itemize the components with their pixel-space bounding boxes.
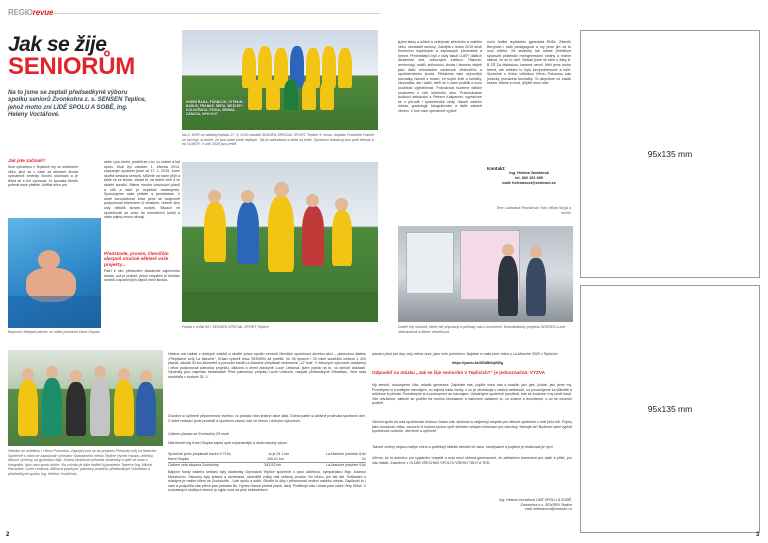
bottom-right-body-5: Věřme, že to dobrého pro vyjasnění respekt a úctu mezi oběma generacemi, že základním kamenem pro další a přiští, pro vás mladé. Začněme v OLDÍM VŠECHNO SPOLTU VŠEHO TADY A TEĎ. [372,456,572,465]
signature-line-1: Ing. Helena Voctářová LIDÉ SPOLU A SOBĚ, [499,498,572,502]
right-body-2: ruční ředitel teplického gymnázia RNDr. Zdeněk Bergman i stálí pedagogové a my jsme jim za to moc vděční. Se studenty tak máme příležitost spoluvzít přátelské mezigenerační vztahy a máme radost, že se to daří. Setkali jsme se také s žáky 8. B ZŠ Za Mateskou, kamera nemít. Měli jsme touhu tréma, ale setkání to bylo bezproblémové a milé. Společně s třídou učitelkou Věrou Pokornou nás juniorky provázela kuchařky. To abychom už začali šestra. Máme k chuti, přijďte mezi nás! [487,40,571,86]
walking-football-photo [182,162,378,322]
results-note: Náš fávorit Ing Karel Stupka zaplul opět nejúžasnější a obdivuhodný výkon. [168,441,288,445]
result-3-label: Celkem celá skupina Zvonkohry [168,463,219,467]
byline: Text: Ladislava Řezníková / foto: Milan Stryja a archiv [496,206,571,215]
group-photo [8,350,163,446]
headline-line2: SENIORŮM [8,53,135,80]
contact-name: Ing. Helena Voctářová [509,171,549,175]
football-photo-name-strip: HORNÍ ŘADA: FÜRBACH, STEHLÍK, BAŠUS, FRANKE, ŠERÁ, WEJKER / DOLNÍ ŘADA: PÍCHA, SEMMÁ, ZÁBUSA, MYKOVIČ [186,100,244,116]
contact-block [487,166,571,186]
ad-size-label-bottom: 95x135 mm [647,404,693,414]
bottom-body-2: Báječní hosty našeho setkání byly studentky Gymnázia Teplice společně s paní učitelkou, sympaťákou Mgr. Jolanou Mrázkovou. Všechny byly krásné a usměvavé, okamžitě vnikly náš velkový prostor. No tohoo, jen tak dál. Setkávání s mladými je našim cílem ve Zvonkohře - Lidé spolu a sobě. Skvělé to díky i přítomnosti vedení našeho města. Zapůsobí to i nám a podpořila nás přece pan primátor Bc. Hynek Hanza (dobrá plave, fakt). Poděkuje nás i účast paní radní Věry Kříha. V současných složitých zkeích je vyjdu vína na plné sebevědomí [168,470,366,493]
bottom-intro-2: Dovolím si upřímně připomenout všehno, co plánálo nám krásné akce dala. Dobrá partie si aktivně prožívala sportovní den. V době relaxací jsme provedli a sportovní závod, kde se ženou i dobrých výkonech: [168,414,366,423]
result-3-value: 343,53 km [264,463,281,467]
left-body-1: Klub vytvářeno v Teplicích my ve sraženém věku, jimž se v čase za středem života významně směnily životní okolnosti a je třeba se s tím vyrovnat. Je spousta člověk potmat nové přátele. Udělat něco pro [8,165,78,188]
result-1-extra: La-Manche pokořen 6,8x [326,452,366,456]
contact-label: Kontakt: [487,166,506,171]
swimmer-photo [8,218,101,328]
headline [8,34,148,79]
results-table [168,452,366,468]
middle-body-2: Patří k nim především Akademie zájmového studia, což je projekt, jehož smyslem je hledání vztahů a společných zájmů mezi školou, [104,269,180,283]
bottom-right-body-4: Takové změny nejsou malým cílem a potřebují několik desítek let času, nezbýváme a pojďme je realizovat již nyní. [372,445,554,449]
page-number-left: 2 [6,532,10,538]
question-1: Jak jste začínali? [8,158,46,163]
middle-body: sebe i pro druhé, podělit se o to, co máme a být spolu. Klub byl založen 1. března 2014, zapsaným spolkem jsme od 17. 1. 2015. Jsme skvělá sestava seniorů. Můžete za námi přijít a táhle se ze života, zůstat fit, na dobré vlně a ve skvělé kondici. Máme mnoho vzrušných plánů a cílů a také je úspěšně realizujeme. Sponzujeme naše přátele a pomáháme. V době koronavirové krize jsme se vzájemně podporovali telefonem či emailem, hlavně šiny ušly několik stovek roušek. Situace ve společnosti se vrací do normálních kolejí a naše zájmy znovu ožívají. [104,160,180,220]
question-3: Odpověď na otázku „Jak se žije seniorům v Teplicích?“ je jednoznačná: VÝZVA [372,370,545,375]
bottom-right-body-2: My senioři, oslovujeme Vás, mladší generace: Zajímáte nás, pojďte mezi nás a ukažte, jací jste, jízdíte, jací jsme my. Povídejme si a sdílejme navzájem, co zajímá naše životy, o co je obohacuje v našich setkáních, co považujeme za důležité a můžeme si předat. Pomáhejme si a pochopíme se navzájem. Vytvářejme společně prostředí, kde se budeme i my umět bavit. Vše odvážíme, aktivně se podílet na mnoha činnostech a nabízíme ostatním to, co známe a dovedeme, o co se chceme podělit. [372,383,572,406]
football-team-photo [182,30,378,130]
headline-line1: Jak se žije [8,33,107,56]
magazine-header [8,8,53,17]
signature-line-2: Zvonkohra z.s. SENSEN Teplice [520,502,572,507]
result-1-label: Společně jsme přeplavali bazén 9 719x, [168,452,232,456]
result-2-label: Karel Stupka [168,457,189,461]
bottom-right-body-1: plavání před pár dny, celý měsíc únor, jako míle poholnení. Najdete si naše plné video o La-Manche 2020 v Teplicích: [372,352,559,356]
result-3-extra: La-Manche pokořen 9,8x [326,463,366,467]
bottom-right-body-3: Všichni spolu do nad společností klidnou i lásku síla, slušnost a vzájemný respekt pro věkové spektrum v celé jeho šíři. Pojmy jako moudrost, etika, osvícení či kultura budou opět středem velkých informací pro všechny. Nebojte se! Budeme sami vyplnit společnost vzdorně, otevřeně a upřímně. [372,420,572,434]
standfirst: Na to jsme se zeptali předsedkyně výboru spolku seniorů Zvonkohra z. s. SENSEN Teplice, jehož motto zní LIDÉ SPOLU A SOBĚ, Ing. Heleny Voctářové. [8,90,147,119]
result-2-value: 100,01 km [267,457,284,461]
result-1-value: to je 24 1 km [268,452,290,456]
coordinators-photo-caption: Dobré víly seniorů, které vše připravují a přivítaly nás s úsměvem. Koordinátorky projektu SENSEN Lucie Nekvasilová a Marie Veselíková. [398,325,566,334]
ad-placeholder-top [580,30,760,278]
bottom-intro: Helena má radost z dobrých vztahů a skvělé práce spolku seniorů Nemůže opominout skvělou akci – plaveckou štafetu „Přeplavme svůj La Manche“. Krásu vytvořil letos SENSEN až potěšil. Ve 26 týmech i 20 mimi soutěžilo celkem 1 420 plavců, zdolali 34 km kilometrů a ponoukli kanál La-Manche přeplavali ceremonie „12“ kráť. V žákových výkonech obsazeny i letos podporovali patronka projektu, dálková a zimní plavkyně Lucie Lešková, jsem pyšná na to, co senioři dokázali. Výsledky jsou naprosto fantastické! Před patronkou projektu Lucie Leškové, naopak předsedkyně Gibraltaru, Vera ráda navštívila v budově 25. 3. [168,352,366,379]
right-body-1: jejími lásky a učiteli a veřejností středního a zralého věku, obzvláště seniory. Zahájila v lednu 2019 šestí tříměsíční úspěšných a zajímavých přednášek a besed. Přednášející byli z řady fakult UJEP, dalších Akademie věd, odborných institucí. Historici, archeologi, malíři, knihovníci, života i Vesmíru stejně jako další mimořádné osobnosti vědeckého a společenského života. Přinášíme vám nejnovější poznatky, hlavně z muzeí, ze svých knih a turistiky, vitrovačka, ale i další, kteří se s námi podělili o svou osobitost výjimečnost. Pokračovat budeme dalším souborem v září letošního roku. Pravováváme budoucí setkávání s Petrem Kašparem, vyprávíme se o přírodě i společenské vědy, historii našeho města, gradologii, fotografování a další zábavě věcem. V tom nám významně vyjíždí [398,40,482,113]
group-photo-caption: Setkání se učitelkou i Věrou Pokornou. Zapojili jsme se do projektu Překonej svůj La Manche. Společně s námi se zapojovali i primátor Statutárního města Teplice Hynek Hanza, učitelka klikové výchovy na gymnáziu Mgr. Jolana Mrázková přivedla studentky a opět se zase z fotografie, bylo nám spolu dobře. Na snímku je dále ředitel Kyjovského Tepelce Ing. Michal Paroubek, Lucie Lešková, dlůhová plavkyně, patronky projektu, předsedkyně Gibraltaru a předsedkyně spolku Ing. Helena Voctářová. [8,449,157,476]
ad-placeholder-bottom [580,285,760,533]
ad-size-label-top: 95x135 mm [647,149,693,159]
header-regio: REGIO [8,8,33,17]
coordinators-photo [398,226,573,322]
walking-football-caption: Fotbal v chůzi 60+ SENSEN SPECIÁL SPORT Teplice [182,325,269,329]
question-2: Představte, prosím, čtenářům alespoň stručně některé vaše projekty... [104,251,169,267]
header-revue: revue [32,8,54,17]
swimmer-photo-caption: Bojovníci Nejlepší plavec se může pochlubit Karel Stupka. [8,330,101,334]
video-link[interactable]: https://youtu.be/5GzBt2qiKBg [452,361,503,365]
result-row-3 [168,462,366,468]
contact-phone: tel. 602 151 399 [515,176,543,180]
result-2-extra: 2x [362,457,366,461]
header-rule [50,13,380,14]
football-photo-caption: Na II. MČR ve walking fotbalu 27. 9. 2019 obsadil SENSEN SPECIÁL SPORT Teplice 3. místo. Kapitán František Franke se usmívá, si dobře, že jsou stále ještě nejlepší. Tak je odhodlaná a zbitá na ještě. Sportovní fotbalový tým plně trénuje a na VLMČR. V září 2020 jsou ještě. [182,133,375,147]
signature-line-3: mail: helenavoct@centrum.cz [524,507,572,512]
results-title: Celkem plavalo ze Zvonkohry 29 osob [168,432,229,436]
contact-mail: mail: helenavoct@centrum.cz [502,181,556,185]
page-number-right: 3 [756,532,760,538]
signature [440,498,572,512]
